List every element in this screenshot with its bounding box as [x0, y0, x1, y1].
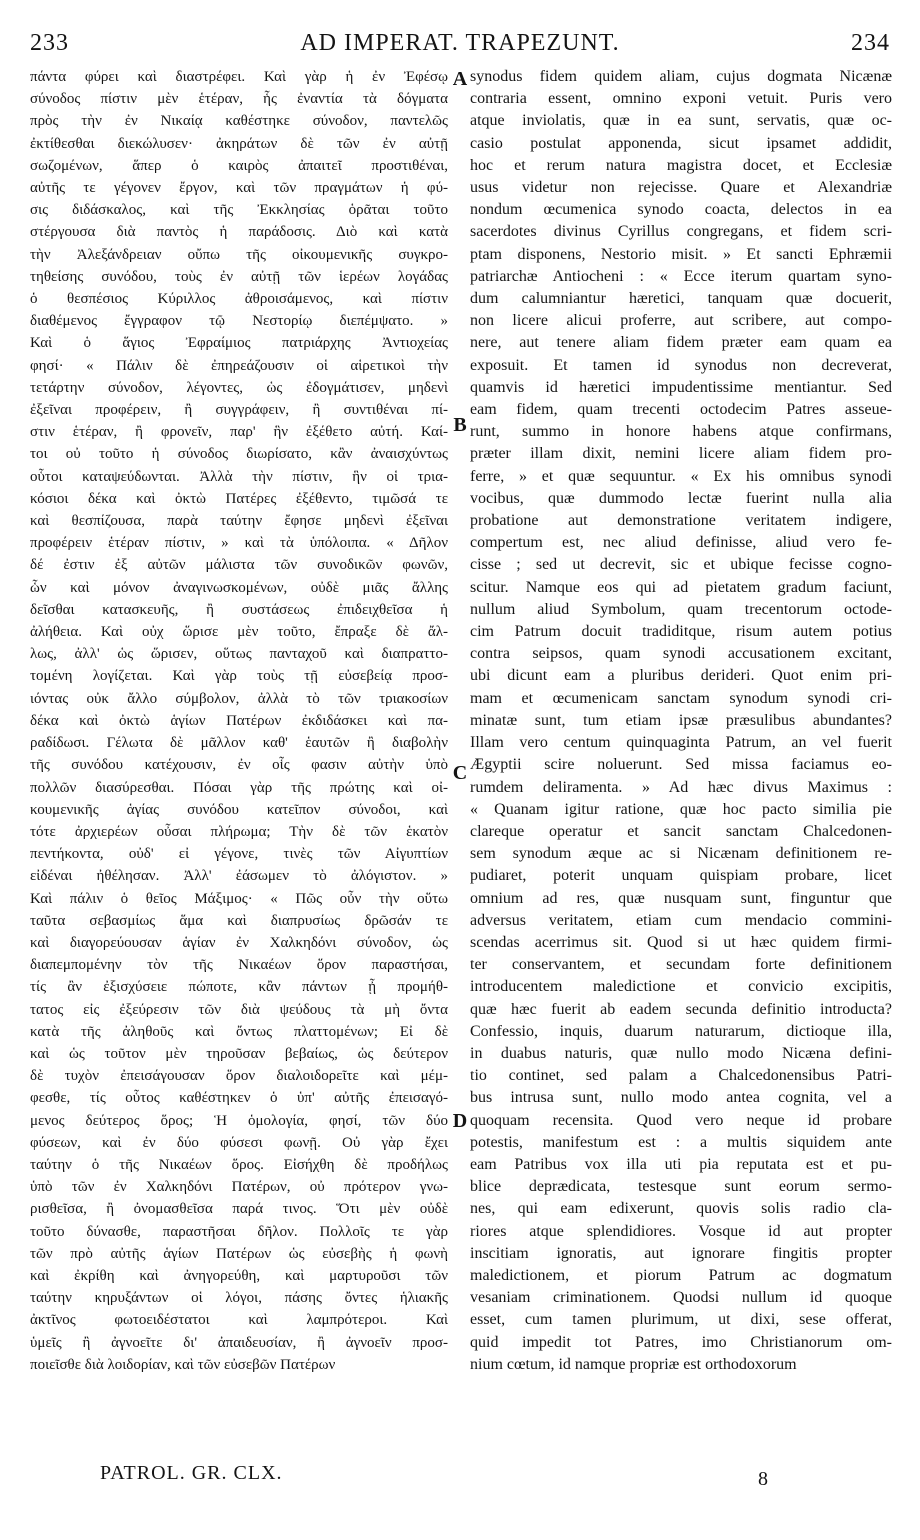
latin-text-line: minatæ sunt, tum etiam ipsæ præsulibus abundantes?: [470, 711, 892, 729]
greek-text-line: μενος δεύτερος ὅρος; Ἡ ὁμολογία, φησί, τῶν δύο: [30, 1112, 448, 1129]
volume-signature: PATROL. GR. CLX.: [100, 1462, 283, 1484]
latin-text-line: « Quanam igitur ratione, quæ hoc pacto similia pie: [470, 800, 892, 818]
latin-text-line: cisse ; sed ut decrevit, sic et ubique fecisse cogno-: [470, 556, 892, 574]
greek-text-line: κόσιοι δέκα καὶ ὀκτὼ Πατέρες ἐξέθεντο, τιμῶσά τε: [30, 490, 448, 507]
greek-text-line: ποιεῖσθε διὰ λοιδορίαν, καὶ τῶν εὐσεβῶν Πατέρων: [30, 1356, 336, 1373]
greek-text-line: δεῖσθαι κατασκευῆς, ἢ συστάσεως ἐπιδειχθεῖσα ἡ: [30, 601, 448, 618]
greek-text-line: τοι οὐ τοῦτο ἡ σύνοδος διωρίσατο, κἂν ἀναισχύντως: [30, 446, 448, 463]
greek-text-line: κουμενικῆς ἁγίας συνόδου κατεῖπον σύνοδοι, καὶ: [30, 801, 448, 818]
latin-text-line: vocibus, quæ dummodo lectæ fuerint nulla alia: [470, 489, 892, 507]
latin-text-line: hoc et rerum natura magistra docet, et Ecclesiæ: [470, 156, 892, 174]
greek-text-line: πάντα φύρει καὶ διαστρέφει. Καὶ γὰρ ἡ ἐν Ἐφέσῳ: [30, 69, 448, 85]
latin-text-line: in duabus naturis, quæ nullo modo Nicæna defini-: [470, 1044, 892, 1062]
greek-text-line: δέ ἐστιν ἐξ αὐτῶν μάλιστα τῶν συνοδικῶν φωνῶν,: [30, 557, 448, 574]
greek-text-line: διαπεμπομένην τὸν τῆς Νικαέων ὅρον παραστήσαι,: [30, 957, 448, 974]
greek-text-line: σύνοδος πίστιν μὲν ἑτέραν, ἧς ἐναντία τὰ δόγματα: [30, 91, 448, 108]
greek-text-line: λως, ἀλλ' ὡς ὥρισεν, οὕτως πανταχοῦ καὶ διαπραττο-: [30, 646, 448, 663]
latin-text-line: atque inviolatis, quæ in ea sunt, servatis, quæ oc-: [470, 112, 892, 130]
greek-text-line: πεντήκοντα, οὐδ' εἰ γέγονε, τινὲς τῶν Αἰγυπτίων: [30, 846, 448, 863]
running-title: AD IMPERAT. TRAPEZUNT.: [300, 30, 620, 56]
latin-text-line: ptam disponens, Nestorio misit. » Et sancti Ephræmii: [470, 245, 892, 263]
greek-text-line: τότε ἀρχιερέων οὖσαι πλήρωμα; Τὴν δὲ τῶν ἑκατὸν: [30, 823, 448, 840]
greek-text-line: τετάρτην σύνοδον, λέγοντες, ὡς ἐδογμάτισεν, μηδενὶ: [30, 379, 448, 396]
greek-text-line: φύσεων, καὶ ἐν δύο φύσεσι φωνῇ. Οὐ γὰρ ἔχει: [30, 1134, 448, 1151]
latin-text-line: runt, summo in honore habens atque confirmans,: [470, 423, 892, 441]
latin-text-line: quamvis id hæretici impudentissime mentiantur. Sed: [470, 378, 892, 396]
greek-text-line: διαθέμενος ἔγγραφον τῷ Νεστορίῳ διεπέμψατο. »: [30, 313, 448, 330]
latin-text-line: ubi dicunt eam a pluribus derideri. Quot enim pri-: [470, 667, 892, 685]
greek-text-line: τατος εἰς ἐξεύρεσιν τῶν διὰ ψεύδους τὰ μὴ ὄντα: [30, 1001, 448, 1018]
latin-text-line: potestis, manifestum est : a multis siquidem ante: [470, 1133, 892, 1151]
greek-text-line: τοῦτο δύνασθε, παραστῆσαι δῆλον. Πολλοῖς τε γὰρ: [30, 1223, 448, 1240]
latin-text-line: dum calumniantur hæretici, tanquam quæ docuerit,: [470, 290, 892, 308]
greek-text-line: τὴν Ἀλεξάνδρειαν οὔπω τῆς οἰκουμενικῆς συγκρο-: [30, 246, 448, 263]
latin-text-line: Ægyptii scire noluerunt. Sed missa faciamus eo-: [470, 756, 892, 774]
greek-text-line: καὶ θεσπίζουσα, παρὰ ταύτην ἔφησε μηδενὶ ἐξεῖναι: [30, 513, 448, 530]
greek-text-line: κατὰ τῆς ἀληθοῦς καὶ ὄντως πλαττομένων; Εἰ δὲ: [30, 1023, 448, 1040]
greek-text-line: ἐκτίθεσθαι διεκώλυσεν· ἀκηράτων δὲ τῶν ἐν αὐτῇ: [30, 135, 448, 152]
latin-text-line: rumdem deliramenta. » Ad hæc divus Maximus :: [470, 778, 892, 796]
latin-text-line: nere, aut tenere aliam fidem præter eam quam ea: [470, 334, 892, 352]
latin-text-line: Illam vero centum quinquaginta Patrum, an vel fuerit: [470, 734, 892, 752]
greek-text-line: τῆς συνόδου κατέχουσιν, ἐν οἷς φασιν αὐτὴν ὑπὸ: [30, 757, 448, 774]
greek-text-line: δέκα καὶ ὀκτὼ ἁγίων Πατέρων ἐκδιδάσκει καὶ πα-: [30, 712, 448, 729]
latin-text-line: maledictionem, et piorum Patrum ac dogmatum: [470, 1266, 892, 1284]
latin-text-line: quæ hæc fuerit ab eadem secunda definitio introducta?: [470, 1000, 892, 1018]
latin-text-line: patriarchæ Antiocheni : « Ecce iterum quartam syno-: [470, 267, 892, 285]
latin-text-line: contraria essent, omnino exponi vetuit. Puris vero: [470, 90, 892, 108]
latin-text-line: quid impedit tot Patres, imo Christianorum om-: [470, 1333, 892, 1351]
greek-text-line: δὲ τυχὸν ἐπεισάγουσαν ὅρον διαλοιδορεῖτε καὶ μέμ-: [30, 1068, 448, 1085]
latin-text-line: cim Patrum docuit tradiditque, risum autem potius: [470, 623, 892, 641]
section-marker-b: B: [453, 414, 467, 436]
latin-text-column: [470, 66, 892, 1461]
greek-text-line: καὶ ὡς τοῦτον μὲν τηροῦσαν βεβαίως, ὡς δεύτερον: [30, 1045, 448, 1062]
running-head: [30, 30, 890, 60]
latin-text-line: introducentem maledictione et convicio excipitis,: [470, 978, 892, 996]
greek-text-line: φησί· « Πάλιν δὲ ἐπηρεάζουσιν οἱ αἱρετικοὶ τὴν: [30, 357, 448, 374]
latin-text-line: bus intrusa sunt, nullo modo antea cognita, vel a: [470, 1089, 892, 1107]
greek-text-line: φεσθε, τίς οὗτος καθέστηκεν ὁ ὑπ' αὐτῆς ἐπεισαγό-: [30, 1090, 448, 1107]
latin-text-line: ter conservantem, et secundam forte definitionem: [470, 956, 892, 974]
latin-text-line: clareque operatur et sancit sanctam Chalcedonen-: [470, 822, 892, 840]
section-marker-c: C: [452, 762, 468, 784]
greek-text-line: στέργουσα διὰ παντὸς ἡ παράδοσις. Διὸ καὶ κατὰ: [30, 224, 448, 241]
greek-text-line: πολλῶν διασύρεσθαι. Πόσαι γὰρ τῆς πρώτης καὶ οἰ-: [30, 779, 448, 796]
latin-text-line: synodus fidem quidem aliam, cujus dogmata Nicænæ: [470, 68, 892, 85]
greek-text-line: ρισθεῖσα, ἢ ὀνομασθεῖσα παρά τινος. Ὅτι μὲν οὐδὲ: [30, 1201, 448, 1218]
greek-text-line: προφέρειν ἑτέραν πίστιν, » καὶ τὰ ὑπόλοιπα. « Δῆλον: [30, 535, 448, 552]
latin-text-line: esset, cum tamen plurimum, ut dixi, sese offerat,: [470, 1311, 892, 1329]
page-number-right: 234: [851, 30, 890, 56]
latin-text-line: compertum est, nec aliud definisse, aliud vero fe-: [470, 534, 892, 552]
latin-text-line: mam et œcumenicam sanctam synodum synodi cri-: [470, 689, 892, 707]
greek-text-line: ὑπὸ τῶν ἐν Χαλκηδόνι Πατέρων, οὐ πρότερον γνω-: [30, 1179, 448, 1196]
section-marker-d: D: [452, 1110, 468, 1132]
latin-text-line: eam Patribus vox illa uti pia reputata est et pu-: [470, 1155, 892, 1173]
greek-text-column: [30, 66, 448, 1461]
latin-text-line: usus videtur non rejecisse. Quare et Alexandriæ: [470, 179, 892, 197]
latin-text-line: sem synodum æque ac si Nicænam definitionem re-: [470, 845, 892, 863]
latin-text-line: tio continet, sed palam a Chalcedonensibus Patri-: [470, 1067, 892, 1085]
greek-text-line: τίς ἂν ἐξισχύσειε πώποτε, κἂν πάντων ᾖ προμήθ-: [30, 979, 448, 996]
latin-text-line: ferre, » et quæ sequuntur. « Ex his omnibus synodi: [470, 467, 892, 485]
latin-text-line: blice deprædicata, testesque sunt eorum sermo-: [470, 1178, 892, 1196]
latin-text-line: non licere alicui proferre, aut scribere, aut compo-: [470, 312, 892, 330]
page-number-left: 233: [30, 30, 69, 56]
latin-text-line: pudiaret, poterit unquam quispiam probare, licet: [470, 867, 892, 885]
greek-text-line: ὑμεῖς ἢ ἀγνοεῖτε δι' ἀπαιδευσίαν, ἢ ἀγνοεῖν προσ-: [30, 1334, 448, 1351]
section-marker-a: A: [452, 68, 468, 90]
greek-text-line: εἰδέναι ἠθέλησαν. Ἀλλ' ἐάσωμεν τὸ ἀλόγιστον. »: [30, 868, 448, 885]
greek-text-line: ὁ θεσπέσιος Κύριλλος ἀθροισάμενος, καὶ πίστιν: [30, 291, 448, 308]
latin-text-line: Confessio, inquis, duarum naturarum, dictioque illa,: [470, 1022, 892, 1040]
latin-text-line: exposuit. Et tamen id synodus non decreverat,: [470, 356, 892, 374]
latin-text-line: probatione aut demonstratione veritatem indigere,: [470, 512, 892, 530]
greek-text-line: ἀλήθεια. Καὶ οὐχ ὥρισε μὲν τοῦτο, ἔπραξε δὲ ἄλ-: [30, 624, 448, 641]
latin-text-line: scitur. Namque eos qui ad pietatem gradum faciunt,: [470, 578, 892, 596]
gathering-number: 8: [758, 1468, 768, 1490]
latin-text-line: riores atque splendidiores. Vosque id aut propter: [470, 1222, 892, 1240]
greek-text-line: σωζομένων, ἅπερ ὁ καιρὸς ἀπαιτεῖ προστιθέναι,: [30, 157, 448, 174]
latin-text-line: nes, qui eam edixerunt, quovis solis radio cla-: [470, 1200, 892, 1218]
latin-text-line: scendas acerrimus sit. Quod si ut hæc quidem firmi-: [470, 933, 892, 951]
latin-text-line: eam fidem, quam trecenti octodecim Patres asseue-: [470, 401, 892, 419]
greek-text-line: σις διδάσκαλος, καὶ τῆς Ἐκκλησίας ὁρᾶται τοῦτο: [30, 202, 448, 219]
greek-text-line: Καὶ ὁ ἅγιος Ἐφραίμιος πατριάρχης Ἀντιοχείας: [30, 335, 448, 352]
greek-text-line: πρὸς τὴν ἐν Νικαίᾳ καθέστηκε σύνοδον, παντελῶς: [30, 113, 448, 130]
greek-text-line: ὧν καὶ μόνον ἀναγινωσκομένων, οὐδὲ μιᾶς ἄλλης: [30, 579, 448, 596]
latin-text-line: casio postulat apponenda, sicut ipsamet addidit,: [470, 134, 892, 152]
latin-text-line: quoquam recensita. Quod vero neque id probare: [470, 1111, 892, 1129]
latin-text-line: inscitiam ignoratis, aut ignorare fingitis propter: [470, 1244, 892, 1262]
greek-text-line: ταύτην ὁ τῆς Νικαέων ὅρος. Εἰσήχθη δὲ προδήλως: [30, 1156, 448, 1173]
greek-text-line: ταῦτα σεβασμίως ἅμα καὶ διαπρυσίως δρῶσάν τε: [30, 912, 448, 929]
greek-text-line: τῶν πρὸ αὐτῆς ἁγίων Πατέρων ὡς εὐσεβὴς ἡ φωνὴ: [30, 1245, 448, 1262]
latin-text-line: præter illam dixit, nemini licere aliam fidem pro-: [470, 445, 892, 463]
greek-text-line: ἀκτῖνος φωτοειδέστατοι καὶ λαμπρότεροι. Καὶ: [30, 1312, 448, 1329]
greek-text-line: τηθείσης συνόδου, τοὺς ἐν αὐτῇ τῶν ἱερέων λογάδας: [30, 268, 448, 285]
greek-text-line: στιν ἑτέραν, ἢ φρονεῖν, παρ' ἣν ἐξέθετο αὐτή. Καί-: [30, 424, 448, 441]
greek-text-line: αὐτῆς τε γέγονεν ἔργον, καὶ τῶν πραγμάτων ἡ φύ-: [30, 180, 448, 197]
greek-text-line: Καὶ πάλιν ὁ θεῖος Μάξιμος· « Πῶς οὖν τὴν οὕτω: [30, 890, 448, 907]
greek-text-line: ἐξεῖναι προφέρειν, ἢ συγγράφειν, ἢ συντιθέναι πί-: [30, 402, 448, 419]
latin-text-line: adversus veritatem, etiam cum mendacio commini-: [470, 911, 892, 929]
latin-text-line: nium cœtum, id namque propriæ est orthodoxorum: [470, 1355, 797, 1373]
latin-text-line: contra seipsos, quam synodi accusationem excitant,: [470, 645, 892, 663]
greek-text-line: καὶ ἐκρίθη καὶ ἀνηγορεύθη, καὶ μαρτυροῦσι τῶν: [30, 1267, 448, 1284]
latin-text-line: nullum aliud Symbolum, quam trecentorum octode-: [470, 600, 892, 618]
greek-text-line: ραδίδωσι. Γέλωτα δὲ μᾶλλον καθ' ἑαυτῶν ἢ διαβολὴν: [30, 735, 448, 752]
greek-text-line: ταύτην κηρυξάντων οἱ λόγοι, πάσης ὄντες ἡλιακῆς: [30, 1290, 448, 1307]
greek-text-line: καὶ διαγορεύουσαν ἁγίαν ἐν Χαλκηδόνι σύνοδον, ὡς: [30, 934, 448, 951]
greek-text-line: ιόντας οὐκ ἄλλο σύμβολον, ἀλλὰ τὸ τῶν τριακοσίων: [30, 690, 448, 707]
latin-text-line: vesaniam criminationem. Quodsi nullum id quoque: [470, 1289, 892, 1307]
latin-text-line: sacerdotes divinus Cyrillus congregans, et fidem scri-: [470, 223, 892, 241]
greek-text-line: τομένη λογίζεται. Καὶ γὰρ τοὺς τῇ εὐσεβείᾳ προσ-: [30, 668, 448, 685]
latin-text-line: omnium ad res, quæ nusquam sunt, finguntur que: [470, 889, 892, 907]
latin-text-line: nondum œcumenica synodo coacta, delectos in ea: [470, 201, 892, 219]
greek-text-line: οὗτοι καταψεύδωνται. Ἀλλὰ τὴν πίστιν, ἣν οἱ τρια-: [30, 468, 448, 485]
